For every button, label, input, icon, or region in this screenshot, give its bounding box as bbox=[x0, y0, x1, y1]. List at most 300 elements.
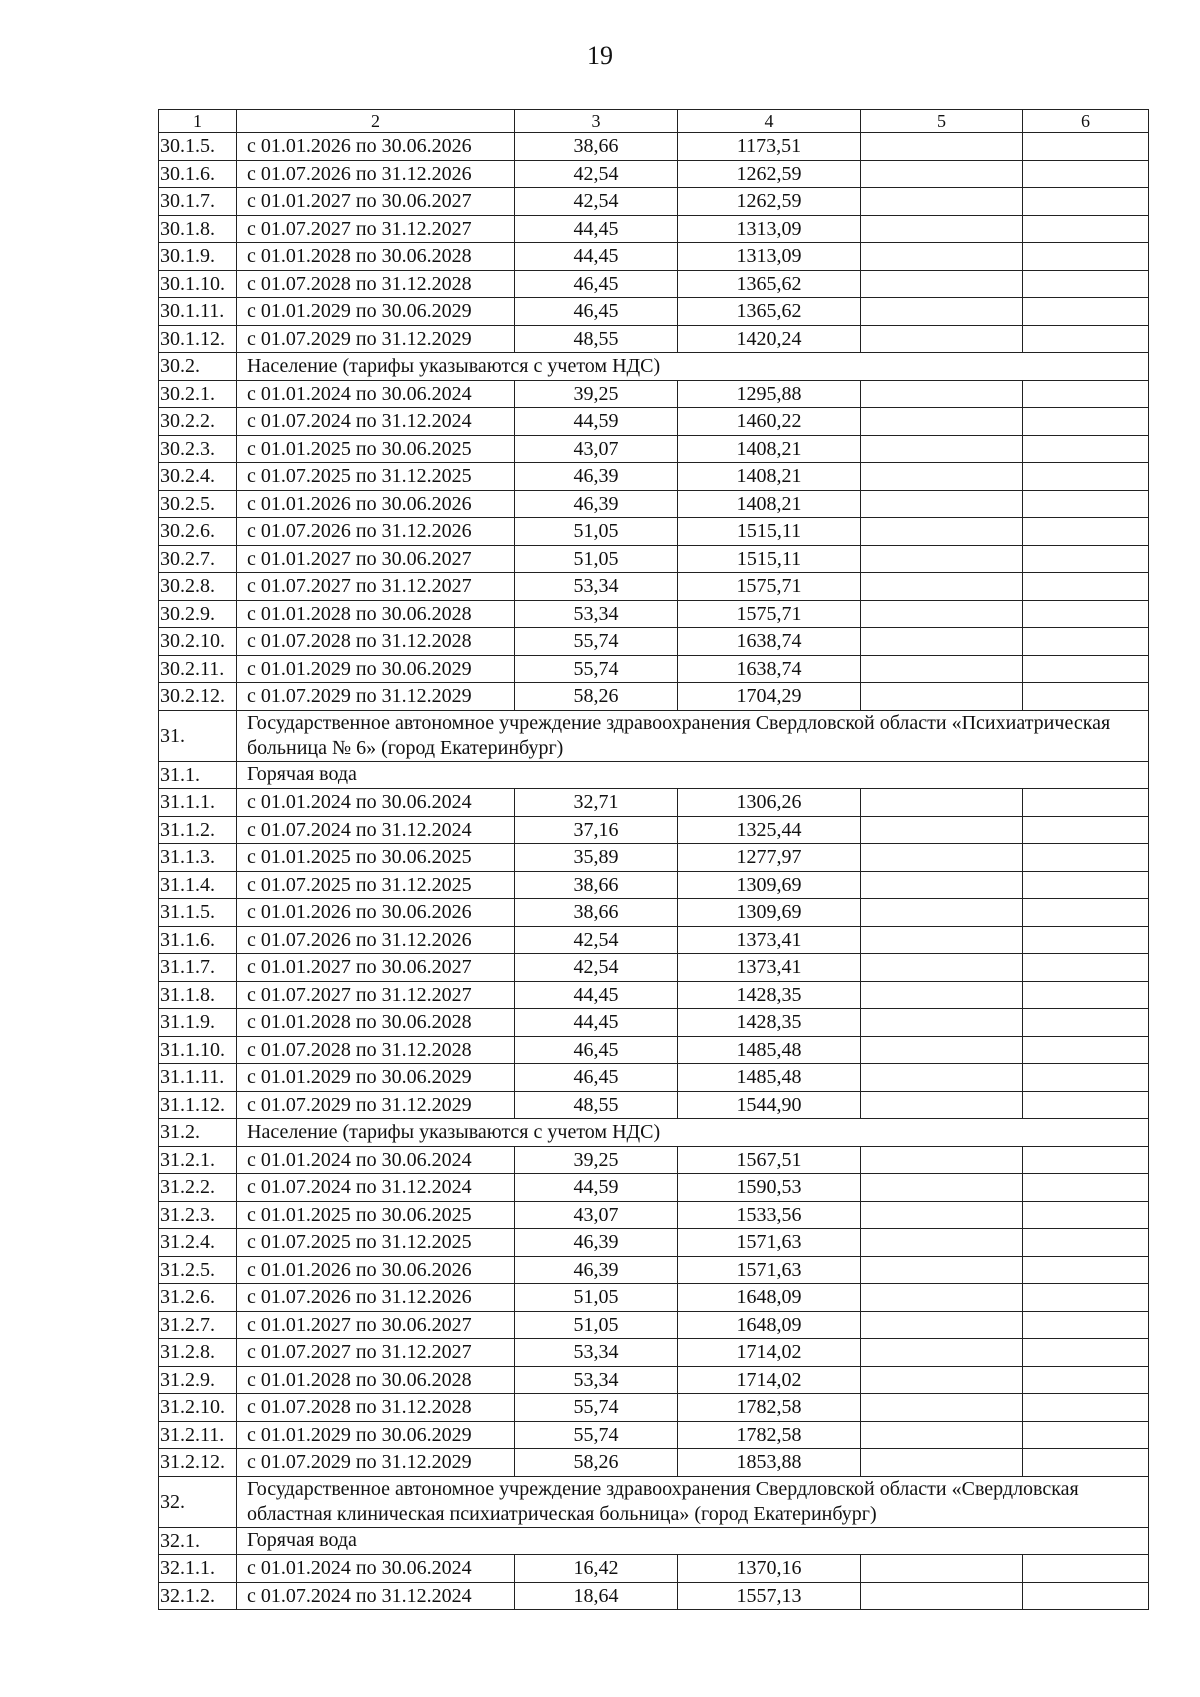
value-col4: 1408,21 bbox=[678, 490, 861, 518]
empty-col6 bbox=[1023, 1311, 1149, 1339]
tariff-table bbox=[158, 109, 1149, 1610]
table-row bbox=[159, 1394, 1149, 1422]
value-col3: 44,59 bbox=[515, 1174, 678, 1202]
value-col3: 39,25 bbox=[515, 1146, 678, 1174]
table-row bbox=[159, 600, 1149, 628]
empty-col5 bbox=[861, 325, 1023, 353]
value-col4: 1306,26 bbox=[678, 789, 861, 817]
empty-col5 bbox=[861, 270, 1023, 298]
period-cell: с 01.07.2026 по 31.12.2026 bbox=[237, 1284, 515, 1312]
value-col4: 1373,41 bbox=[678, 926, 861, 954]
empty-col5 bbox=[861, 380, 1023, 408]
row-number: 31.1.1. bbox=[159, 789, 237, 817]
table-row bbox=[159, 1036, 1149, 1064]
period-cell: с 01.07.2029 по 31.12.2029 bbox=[237, 1091, 515, 1119]
value-col3: 38,66 bbox=[515, 871, 678, 899]
table-row bbox=[159, 573, 1149, 601]
empty-col5 bbox=[861, 600, 1023, 628]
value-col4: 1704,29 bbox=[678, 683, 861, 711]
row-number: 31.2. bbox=[159, 1119, 237, 1147]
value-col4: 1544,90 bbox=[678, 1091, 861, 1119]
value-col4: 1309,69 bbox=[678, 899, 861, 927]
value-col3: 51,05 bbox=[515, 1311, 678, 1339]
row-number: 30.2.6. bbox=[159, 518, 237, 546]
row-number: 30.2.2. bbox=[159, 408, 237, 436]
table-row bbox=[159, 490, 1149, 518]
empty-col6 bbox=[1023, 298, 1149, 326]
empty-col6 bbox=[1023, 215, 1149, 243]
section-row bbox=[159, 1527, 1149, 1555]
table-row bbox=[159, 408, 1149, 436]
table-header-row bbox=[159, 110, 1149, 133]
empty-col5 bbox=[861, 1229, 1023, 1257]
empty-col5 bbox=[861, 1009, 1023, 1037]
row-number: 30.1.9. bbox=[159, 243, 237, 271]
empty-col6 bbox=[1023, 188, 1149, 216]
row-number: 31.2.8. bbox=[159, 1339, 237, 1367]
empty-col6 bbox=[1023, 655, 1149, 683]
value-col4: 1262,59 bbox=[678, 188, 861, 216]
empty-col5 bbox=[861, 628, 1023, 656]
value-col3: 55,74 bbox=[515, 1394, 678, 1422]
table-row bbox=[159, 628, 1149, 656]
empty-col6 bbox=[1023, 408, 1149, 436]
value-col3: 46,39 bbox=[515, 1229, 678, 1257]
value-col3: 51,05 bbox=[515, 1284, 678, 1312]
value-col3: 55,74 bbox=[515, 1421, 678, 1449]
column-header: 1 bbox=[159, 110, 237, 133]
value-col3: 48,55 bbox=[515, 325, 678, 353]
section-title: Государственное автономное учреждение здравоохранения Свердловской области «Свердловская областная клиническая психиатрическая больница» (город Екатеринбург) bbox=[237, 1476, 1149, 1527]
empty-col5 bbox=[861, 1146, 1023, 1174]
empty-col5 bbox=[861, 871, 1023, 899]
section-title: Государственное автономное учреждение здравоохранения Свердловской области «Психиатрическая больница № 6» (город Екатеринбург) bbox=[237, 710, 1149, 761]
table-row bbox=[159, 463, 1149, 491]
empty-col6 bbox=[1023, 1582, 1149, 1610]
empty-col6 bbox=[1023, 683, 1149, 711]
row-number: 31.1.11. bbox=[159, 1064, 237, 1092]
row-number: 30.1.11. bbox=[159, 298, 237, 326]
value-col4: 1295,88 bbox=[678, 380, 861, 408]
empty-col6 bbox=[1023, 573, 1149, 601]
value-col3: 46,39 bbox=[515, 1256, 678, 1284]
empty-col5 bbox=[861, 518, 1023, 546]
section-title: Население (тарифы указываются с учетом НДС) bbox=[237, 1119, 1149, 1147]
section-title: Горячая вода bbox=[237, 761, 1149, 789]
empty-col5 bbox=[861, 133, 1023, 161]
period-cell: с 01.01.2026 по 30.06.2026 bbox=[237, 899, 515, 927]
value-col4: 1648,09 bbox=[678, 1284, 861, 1312]
row-number: 31.2.4. bbox=[159, 1229, 237, 1257]
empty-col5 bbox=[861, 1091, 1023, 1119]
table-row bbox=[159, 1555, 1149, 1583]
row-number: 31.1.10. bbox=[159, 1036, 237, 1064]
row-number: 31.2.9. bbox=[159, 1366, 237, 1394]
period-cell: с 01.01.2028 по 30.06.2028 bbox=[237, 243, 515, 271]
period-cell: с 01.01.2025 по 30.06.2025 bbox=[237, 1201, 515, 1229]
row-number: 31.1.9. bbox=[159, 1009, 237, 1037]
value-col3: 46,39 bbox=[515, 463, 678, 491]
period-cell: с 01.07.2029 по 31.12.2029 bbox=[237, 1449, 515, 1477]
value-col3: 53,34 bbox=[515, 1366, 678, 1394]
empty-col6 bbox=[1023, 1064, 1149, 1092]
row-number: 30.1.10. bbox=[159, 270, 237, 298]
value-col3: 58,26 bbox=[515, 683, 678, 711]
period-cell: с 01.01.2027 по 30.06.2027 bbox=[237, 545, 515, 573]
row-number: 31.2.3. bbox=[159, 1201, 237, 1229]
value-col3: 48,55 bbox=[515, 1091, 678, 1119]
row-number: 31.1.2. bbox=[159, 816, 237, 844]
value-col3: 38,66 bbox=[515, 899, 678, 927]
period-cell: с 01.01.2029 по 30.06.2029 bbox=[237, 1064, 515, 1092]
empty-col6 bbox=[1023, 380, 1149, 408]
value-col4: 1365,62 bbox=[678, 298, 861, 326]
empty-col5 bbox=[861, 981, 1023, 1009]
table-row bbox=[159, 926, 1149, 954]
table-row bbox=[159, 270, 1149, 298]
value-col3: 38,66 bbox=[515, 133, 678, 161]
table-row bbox=[159, 683, 1149, 711]
row-number: 31.2.1. bbox=[159, 1146, 237, 1174]
row-number: 30.1.6. bbox=[159, 160, 237, 188]
row-number: 31.2.10. bbox=[159, 1394, 237, 1422]
row-number: 30.2.8. bbox=[159, 573, 237, 601]
table-row bbox=[159, 1284, 1149, 1312]
empty-col6 bbox=[1023, 1394, 1149, 1422]
table-row bbox=[159, 1582, 1149, 1610]
value-col3: 44,59 bbox=[515, 408, 678, 436]
table-row bbox=[159, 1146, 1149, 1174]
tariff-table-body bbox=[159, 110, 1149, 1610]
empty-col5 bbox=[861, 1421, 1023, 1449]
empty-col6 bbox=[1023, 844, 1149, 872]
section-title: Население (тарифы указываются с учетом НДС) bbox=[237, 353, 1149, 381]
period-cell: с 01.07.2028 по 31.12.2028 bbox=[237, 1394, 515, 1422]
empty-col5 bbox=[861, 160, 1023, 188]
empty-col5 bbox=[861, 954, 1023, 982]
period-cell: с 01.07.2027 по 31.12.2027 bbox=[237, 215, 515, 243]
value-col4: 1485,48 bbox=[678, 1064, 861, 1092]
empty-col6 bbox=[1023, 243, 1149, 271]
empty-col6 bbox=[1023, 325, 1149, 353]
value-col3: 18,64 bbox=[515, 1582, 678, 1610]
row-number: 31. bbox=[159, 710, 237, 761]
row-number: 31.1.8. bbox=[159, 981, 237, 1009]
value-col4: 1408,21 bbox=[678, 463, 861, 491]
value-col4: 1533,56 bbox=[678, 1201, 861, 1229]
value-col4: 1638,74 bbox=[678, 655, 861, 683]
value-col3: 43,07 bbox=[515, 1201, 678, 1229]
empty-col6 bbox=[1023, 518, 1149, 546]
table-row bbox=[159, 188, 1149, 216]
empty-col5 bbox=[861, 1284, 1023, 1312]
empty-col5 bbox=[861, 1582, 1023, 1610]
table-row bbox=[159, 1256, 1149, 1284]
value-col3: 42,54 bbox=[515, 926, 678, 954]
period-cell: с 01.01.2025 по 30.06.2025 bbox=[237, 435, 515, 463]
empty-col5 bbox=[861, 1174, 1023, 1202]
column-header: 5 bbox=[861, 110, 1023, 133]
row-number: 30.1.5. bbox=[159, 133, 237, 161]
table-row bbox=[159, 899, 1149, 927]
period-cell: с 01.01.2029 по 30.06.2029 bbox=[237, 655, 515, 683]
section-row bbox=[159, 353, 1149, 381]
period-cell: с 01.01.2027 по 30.06.2027 bbox=[237, 954, 515, 982]
empty-col6 bbox=[1023, 1036, 1149, 1064]
table-row bbox=[159, 1064, 1149, 1092]
empty-col5 bbox=[861, 435, 1023, 463]
empty-col5 bbox=[861, 188, 1023, 216]
empty-col6 bbox=[1023, 1009, 1149, 1037]
value-col4: 1648,09 bbox=[678, 1311, 861, 1339]
value-col4: 1571,63 bbox=[678, 1229, 861, 1257]
empty-col6 bbox=[1023, 816, 1149, 844]
empty-col6 bbox=[1023, 871, 1149, 899]
empty-col5 bbox=[861, 1366, 1023, 1394]
row-number: 32.1.1. bbox=[159, 1555, 237, 1583]
empty-col6 bbox=[1023, 1449, 1149, 1477]
table-row bbox=[159, 380, 1149, 408]
table-row bbox=[159, 655, 1149, 683]
value-col3: 58,26 bbox=[515, 1449, 678, 1477]
value-col3: 46,45 bbox=[515, 1036, 678, 1064]
value-col3: 55,74 bbox=[515, 628, 678, 656]
table-row bbox=[159, 1229, 1149, 1257]
value-col4: 1575,71 bbox=[678, 600, 861, 628]
value-col4: 1408,21 bbox=[678, 435, 861, 463]
empty-col6 bbox=[1023, 954, 1149, 982]
row-number: 30.2.10. bbox=[159, 628, 237, 656]
empty-col6 bbox=[1023, 545, 1149, 573]
empty-col5 bbox=[861, 655, 1023, 683]
value-col3: 46,39 bbox=[515, 490, 678, 518]
value-col3: 42,54 bbox=[515, 188, 678, 216]
period-cell: с 01.07.2027 по 31.12.2027 bbox=[237, 981, 515, 1009]
value-col3: 43,07 bbox=[515, 435, 678, 463]
empty-col5 bbox=[861, 1339, 1023, 1367]
column-header: 3 bbox=[515, 110, 678, 133]
empty-col6 bbox=[1023, 1366, 1149, 1394]
value-col4: 1313,09 bbox=[678, 243, 861, 271]
empty-col5 bbox=[861, 1449, 1023, 1477]
value-col4: 1313,09 bbox=[678, 215, 861, 243]
table-row bbox=[159, 518, 1149, 546]
value-col3: 53,34 bbox=[515, 1339, 678, 1367]
period-cell: с 01.07.2024 по 31.12.2024 bbox=[237, 408, 515, 436]
row-number: 30.2. bbox=[159, 353, 237, 381]
empty-col6 bbox=[1023, 1091, 1149, 1119]
table-row bbox=[159, 1366, 1149, 1394]
period-cell: с 01.01.2027 по 30.06.2027 bbox=[237, 188, 515, 216]
period-cell: с 01.07.2026 по 31.12.2026 bbox=[237, 518, 515, 546]
period-cell: с 01.01.2028 по 30.06.2028 bbox=[237, 1366, 515, 1394]
value-col4: 1853,88 bbox=[678, 1449, 861, 1477]
row-number: 31.1.6. bbox=[159, 926, 237, 954]
value-col3: 53,34 bbox=[515, 600, 678, 628]
row-number: 31.1.7. bbox=[159, 954, 237, 982]
row-number: 31.2.5. bbox=[159, 1256, 237, 1284]
value-col3: 51,05 bbox=[515, 545, 678, 573]
table-row bbox=[159, 871, 1149, 899]
row-number: 31.2.6. bbox=[159, 1284, 237, 1312]
value-col3: 35,89 bbox=[515, 844, 678, 872]
value-col4: 1373,41 bbox=[678, 954, 861, 982]
period-cell: с 01.01.2024 по 30.06.2024 bbox=[237, 380, 515, 408]
table-row bbox=[159, 1174, 1149, 1202]
row-number: 31.2.2. bbox=[159, 1174, 237, 1202]
period-cell: с 01.07.2029 по 31.12.2029 bbox=[237, 683, 515, 711]
row-number: 30.2.1. bbox=[159, 380, 237, 408]
value-col4: 1515,11 bbox=[678, 545, 861, 573]
value-col4: 1638,74 bbox=[678, 628, 861, 656]
row-number: 32.1. bbox=[159, 1527, 237, 1555]
value-col4: 1325,44 bbox=[678, 816, 861, 844]
empty-col6 bbox=[1023, 1339, 1149, 1367]
value-col3: 42,54 bbox=[515, 160, 678, 188]
empty-col6 bbox=[1023, 160, 1149, 188]
column-header: 4 bbox=[678, 110, 861, 133]
table-row bbox=[159, 844, 1149, 872]
value-col3: 53,34 bbox=[515, 573, 678, 601]
value-col4: 1557,13 bbox=[678, 1582, 861, 1610]
row-number: 30.2.4. bbox=[159, 463, 237, 491]
period-cell: с 01.01.2026 по 30.06.2026 bbox=[237, 490, 515, 518]
period-cell: с 01.01.2026 по 30.06.2026 bbox=[237, 1256, 515, 1284]
period-cell: с 01.07.2028 по 31.12.2028 bbox=[237, 1036, 515, 1064]
table-row bbox=[159, 1311, 1149, 1339]
value-col4: 1365,62 bbox=[678, 270, 861, 298]
empty-col6 bbox=[1023, 1421, 1149, 1449]
value-col4: 1515,11 bbox=[678, 518, 861, 546]
period-cell: с 01.01.2024 по 30.06.2024 bbox=[237, 1555, 515, 1583]
period-cell: с 01.01.2024 по 30.06.2024 bbox=[237, 789, 515, 817]
period-cell: с 01.07.2026 по 31.12.2026 bbox=[237, 926, 515, 954]
empty-col6 bbox=[1023, 1284, 1149, 1312]
empty-col6 bbox=[1023, 628, 1149, 656]
row-number: 30.2.9. bbox=[159, 600, 237, 628]
empty-col5 bbox=[861, 844, 1023, 872]
empty-col5 bbox=[861, 463, 1023, 491]
value-col3: 44,45 bbox=[515, 981, 678, 1009]
table-row bbox=[159, 325, 1149, 353]
table-row bbox=[159, 981, 1149, 1009]
value-col3: 39,25 bbox=[515, 380, 678, 408]
value-col4: 1428,35 bbox=[678, 1009, 861, 1037]
value-col4: 1277,97 bbox=[678, 844, 861, 872]
row-number: 31.1. bbox=[159, 761, 237, 789]
value-col3: 42,54 bbox=[515, 954, 678, 982]
value-col3: 46,45 bbox=[515, 270, 678, 298]
empty-col5 bbox=[861, 545, 1023, 573]
value-col4: 1714,02 bbox=[678, 1339, 861, 1367]
table-row bbox=[159, 1201, 1149, 1229]
empty-col6 bbox=[1023, 789, 1149, 817]
row-number: 30.2.5. bbox=[159, 490, 237, 518]
value-col3: 44,45 bbox=[515, 243, 678, 271]
empty-col5 bbox=[861, 298, 1023, 326]
section-title: Горячая вода bbox=[237, 1527, 1149, 1555]
empty-col6 bbox=[1023, 1146, 1149, 1174]
value-col4: 1782,58 bbox=[678, 1394, 861, 1422]
table-row bbox=[159, 1339, 1149, 1367]
row-number: 31.1.5. bbox=[159, 899, 237, 927]
period-cell: с 01.07.2024 по 31.12.2024 bbox=[237, 816, 515, 844]
empty-col5 bbox=[861, 408, 1023, 436]
empty-col6 bbox=[1023, 1555, 1149, 1583]
empty-col6 bbox=[1023, 981, 1149, 1009]
empty-col6 bbox=[1023, 1229, 1149, 1257]
row-number: 31.2.11. bbox=[159, 1421, 237, 1449]
period-cell: с 01.01.2027 по 30.06.2027 bbox=[237, 1311, 515, 1339]
value-col3: 37,16 bbox=[515, 816, 678, 844]
table-row bbox=[159, 133, 1149, 161]
period-cell: с 01.07.2028 по 31.12.2028 bbox=[237, 628, 515, 656]
empty-col5 bbox=[861, 899, 1023, 927]
period-cell: с 01.07.2027 по 31.12.2027 bbox=[237, 573, 515, 601]
empty-col6 bbox=[1023, 1201, 1149, 1229]
empty-col6 bbox=[1023, 270, 1149, 298]
section-row bbox=[159, 1119, 1149, 1147]
table-row bbox=[159, 816, 1149, 844]
table-row bbox=[159, 1009, 1149, 1037]
period-cell: с 01.07.2025 по 31.12.2025 bbox=[237, 871, 515, 899]
value-col4: 1485,48 bbox=[678, 1036, 861, 1064]
table-row bbox=[159, 215, 1149, 243]
value-col3: 46,45 bbox=[515, 1064, 678, 1092]
period-cell: с 01.01.2026 по 30.06.2026 bbox=[237, 133, 515, 161]
value-col4: 1309,69 bbox=[678, 871, 861, 899]
column-header: 6 bbox=[1023, 110, 1149, 133]
value-col3: 55,74 bbox=[515, 655, 678, 683]
period-cell: с 01.01.2028 по 30.06.2028 bbox=[237, 600, 515, 628]
row-number: 30.2.11. bbox=[159, 655, 237, 683]
column-header: 2 bbox=[237, 110, 515, 133]
page-number: 19 bbox=[587, 41, 613, 70]
empty-col5 bbox=[861, 1555, 1023, 1583]
table-row bbox=[159, 160, 1149, 188]
period-cell: с 01.07.2025 по 31.12.2025 bbox=[237, 463, 515, 491]
empty-col5 bbox=[861, 1064, 1023, 1092]
table-row bbox=[159, 789, 1149, 817]
empty-col5 bbox=[861, 1036, 1023, 1064]
empty-col6 bbox=[1023, 1174, 1149, 1202]
value-col4: 1782,58 bbox=[678, 1421, 861, 1449]
value-col4: 1590,53 bbox=[678, 1174, 861, 1202]
row-number: 30.2.12. bbox=[159, 683, 237, 711]
row-number: 31.1.12. bbox=[159, 1091, 237, 1119]
table-row bbox=[159, 1449, 1149, 1477]
section-row bbox=[159, 1476, 1149, 1527]
period-cell: с 01.01.2028 по 30.06.2028 bbox=[237, 1009, 515, 1037]
empty-col6 bbox=[1023, 435, 1149, 463]
period-cell: с 01.01.2029 по 30.06.2029 bbox=[237, 1421, 515, 1449]
value-col3: 44,45 bbox=[515, 215, 678, 243]
empty-col6 bbox=[1023, 463, 1149, 491]
value-col3: 32,71 bbox=[515, 789, 678, 817]
row-number: 32. bbox=[159, 1476, 237, 1527]
row-number: 30.2.3. bbox=[159, 435, 237, 463]
table-row bbox=[159, 298, 1149, 326]
empty-col5 bbox=[861, 816, 1023, 844]
empty-col5 bbox=[861, 1394, 1023, 1422]
period-cell: с 01.07.2027 по 31.12.2027 bbox=[237, 1339, 515, 1367]
value-col4: 1370,16 bbox=[678, 1555, 861, 1583]
period-cell: с 01.07.2028 по 31.12.2028 bbox=[237, 270, 515, 298]
value-col4: 1428,35 bbox=[678, 981, 861, 1009]
empty-col5 bbox=[861, 1256, 1023, 1284]
empty-col5 bbox=[861, 683, 1023, 711]
row-number: 30.1.12. bbox=[159, 325, 237, 353]
